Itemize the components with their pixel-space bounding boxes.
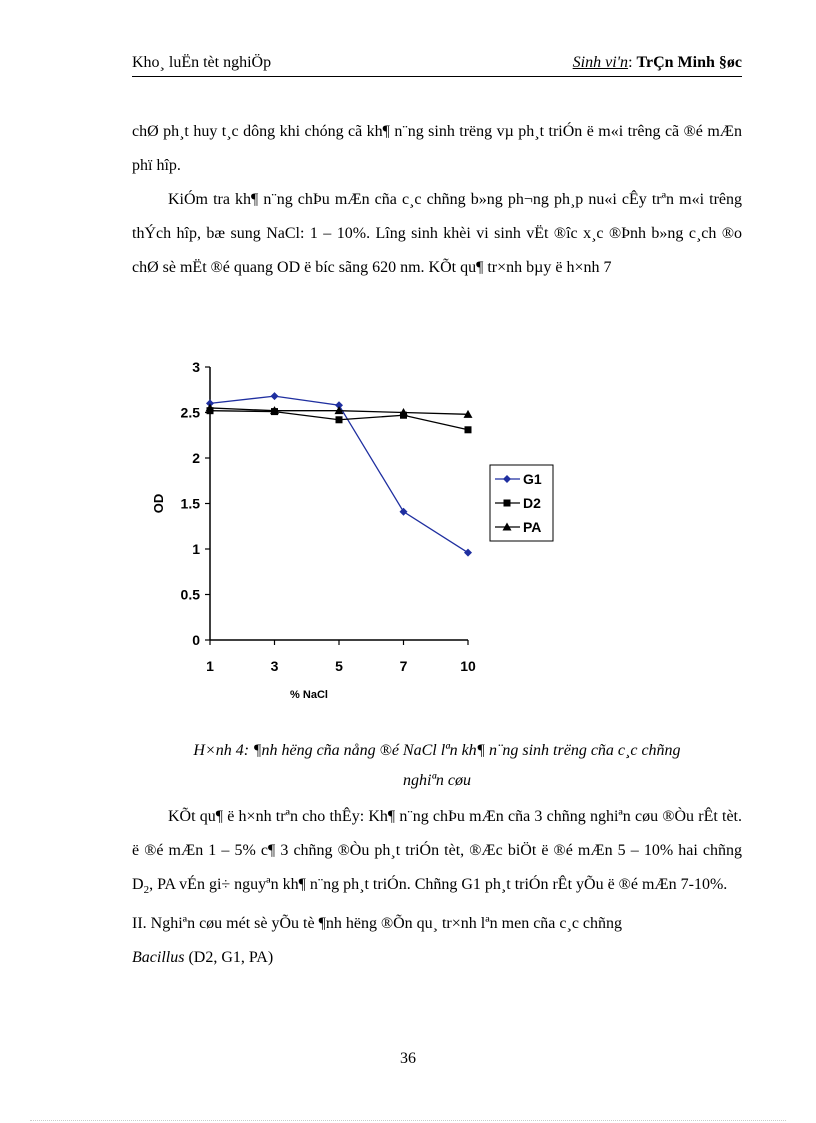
od-nacl-chart <box>140 355 570 710</box>
legend-label-d2: D2 <box>523 495 541 511</box>
legend-label-g1: G1 <box>523 471 542 487</box>
result-text <box>132 800 742 975</box>
y-tick-label: 1 <box>192 541 200 557</box>
header-author-label: Sinh vi'n <box>572 54 629 71</box>
chart-legend <box>490 465 553 541</box>
figure-caption <box>132 736 742 796</box>
legend-marker-d2 <box>504 500 511 507</box>
caption-line-2: nghiªn cøu <box>403 772 471 789</box>
data-point-g1 <box>464 549 472 557</box>
header-author <box>573 54 742 72</box>
legend-label-pa: PA <box>523 519 542 535</box>
chart-ticks <box>181 359 476 674</box>
x-tick-label: 5 <box>335 658 343 674</box>
data-point-g1 <box>271 392 279 400</box>
x-axis-label: % NaCl <box>290 689 328 701</box>
paragraph-1: chØ ph¸t huy t¸c dông khi chóng cã kh¶ n¨ng sinh trëng vµ ph¸t triÓn ë m«i trêng cã ®é mÆn phï hîp. <box>132 123 742 174</box>
x-tick-label: 7 <box>399 658 408 674</box>
page-header <box>132 52 742 76</box>
data-point-d2 <box>465 426 472 433</box>
paragraph-2: KiÓm tra kh¶ n¨ng chÞu mÆn cña c¸c chñng b»ng ph¬ng ph¸p nu«i cÊy trªn m«i trêng thÝch hîp, bæ sung NaCl: 1 – 10%. Lîng sinh khèi vi sinh vËt ®îc x¸c ®Þnh b»ng c¸ch ®o chØ sè mËt ®é quang OD ë bíc sãng 620 nm. KÕt qu¶ tr×nh bµy ë h×nh 7 <box>132 191 742 276</box>
x-tick-label: 1 <box>206 658 214 674</box>
header-author-separator: : <box>628 54 637 71</box>
paragraph-3-part-a: KÕt qu¶ ë h×nh trªn cho thÊy: Kh¶ n¨ng chÞu mÆn cña 3 chñng nghiªn cøu ®Òu rÊt tèt. ë ®é mÆn 1 – 5% c¶ 3 chñng ®Òu ph¸t triÓn tèt, ®Æc biÖt ë ®é mÆn 5 – 10% hai chñng D <box>132 808 742 893</box>
header-thesis-title: Kho¸ luËn tèt nghiÖp <box>132 54 272 71</box>
paragraph-3-part-b: , PA vÉn gi÷ nguyªn kh¶ n¨ng ph¸t triÓn. Chñng G1 ph¸t triÓn rÊt yÕu ë ®é mÆn 7-10%. <box>149 876 728 893</box>
y-tick-label: 0 <box>192 632 200 648</box>
y-axis-label: OD <box>151 493 166 514</box>
y-tick-label: 1.5 <box>180 495 200 512</box>
paragraph-3-subscript: 2 <box>143 884 150 897</box>
caption-line-1: H×nh 4: ¶nh hëng cña nång ®é NaCl lªn kh¶ n¨ng sinh trëng cña c¸c chñng <box>193 742 681 759</box>
paragraph-3 <box>132 800 742 907</box>
paragraph-5-rest: (D2, G1, PA) <box>184 949 274 967</box>
page-bottom-rule <box>30 1120 786 1121</box>
paragraph-5 <box>132 941 742 975</box>
page-number: 36 <box>400 1050 416 1067</box>
y-tick-label: 2.5 <box>180 404 200 421</box>
x-tick-label: 3 <box>270 658 279 674</box>
x-tick-label: 10 <box>460 658 476 674</box>
chart-series <box>206 392 473 557</box>
header-rule <box>132 76 742 77</box>
y-tick-label: 0.5 <box>180 586 200 603</box>
y-tick-label: 2 <box>192 450 200 466</box>
y-tick-label: 3 <box>192 359 200 375</box>
header-author-name: TrÇn Minh §øc <box>636 54 742 71</box>
data-point-d2 <box>336 416 343 423</box>
genus-name: Bacillus <box>132 949 185 967</box>
intro-text <box>132 115 742 285</box>
section-heading: II. Nghiªn cøu mét sè yÕu tè ¶nh hëng ®Õn qu¸ tr×nh lªn men cña c¸c chñng <box>132 915 623 933</box>
data-point-g1 <box>400 508 408 516</box>
